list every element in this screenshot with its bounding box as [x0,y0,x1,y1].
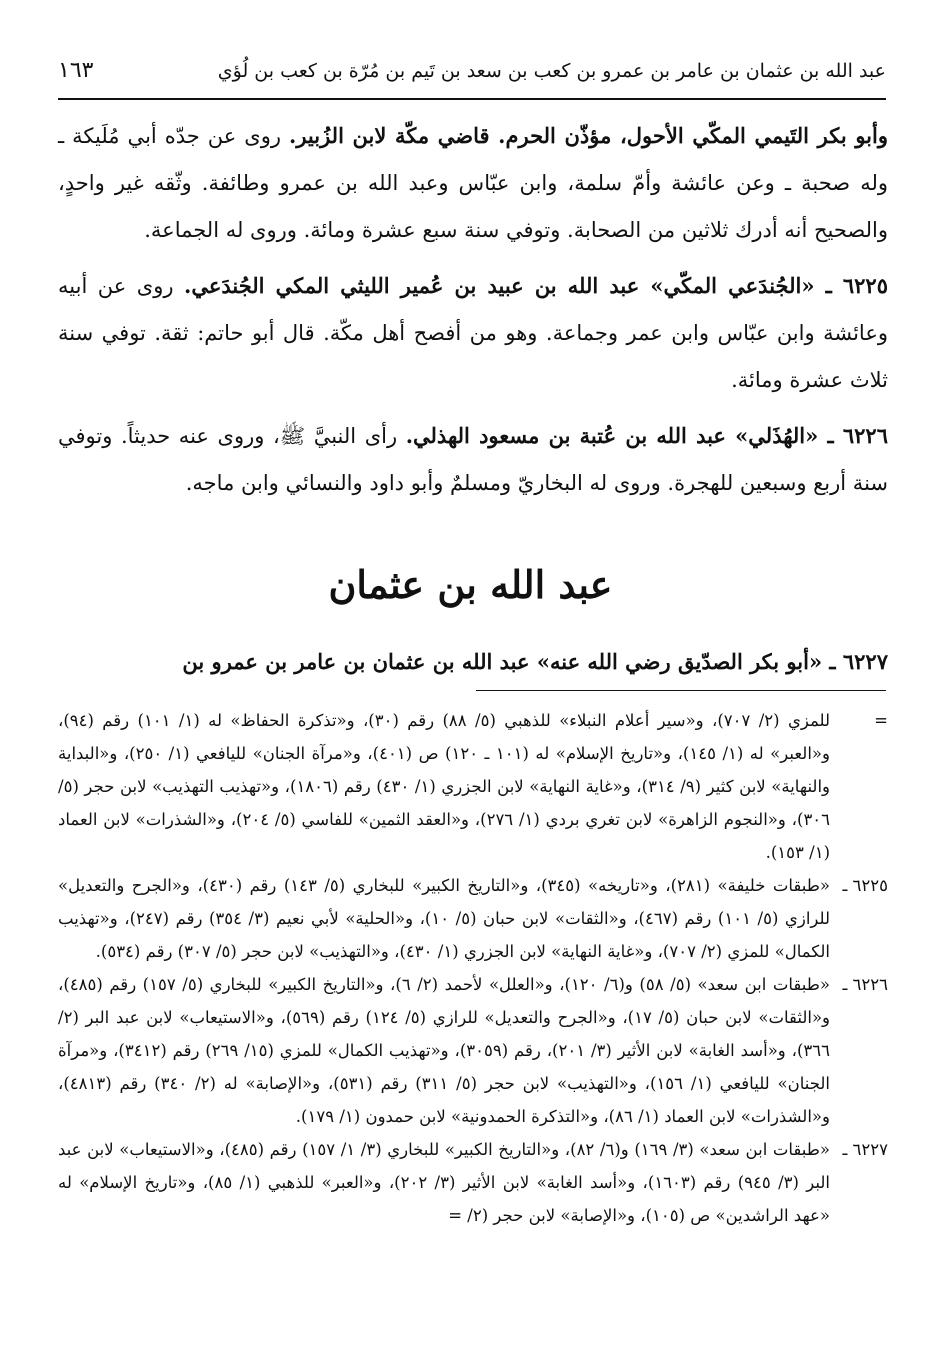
section-title: عبد الله بن عثمان [328,562,613,607]
entry-6225 [58,262,888,404]
footnote-item [58,704,888,869]
footnote-text: للمزي (٢/ ٧٠٧)، و«سير أعلام النبلاء» للذهبي (٥/ ٨٨) رقم (٣٠)، و«تذكرة الحفاظ» له (١/ ١٠١) رقم (٩٤)، و«العبر» له (١/ ١٤٥)، و«تاريخ الإسلام» له (١٠١ ـ ١٢٠) ص (٤٠١)، و«مرآة الجنان» لليافعي (١/ ٢٥٠)، و«البداية والنهاية» لابن كثير (٩/ ٣١٤)، و«غاية النهاية» لابن الجزري (١/ ٤٣٠) رقم (١٨٠٦)، و«تهذيب التهذيب» لابن حجر (٥/ ٣٠٦)، و«النجوم الزاهرة» لابن تغري بردي (١/ ٢٧٦)، و«العقد الثمين» للفاسي (٥/ ٢٠٤)، و«الشذرات» لابن العماد (١/ ١٥٣). [58,711,831,862]
footnote-item [58,1133,888,1232]
entry-6226 [58,412,888,507]
entry-body: روى عن أبيه وعائشة وابن عبّاس وابن عمر وجماعة. وهو من أفصح أهل مكّة. قال أبو حاتم: ثقة. توفي سنة ثلاث عشرة ومائة. [58,274,888,392]
header-rule [58,98,886,100]
entry-6227-heading: ٦٢٢٧ ـ «أبو بكر الصدّيق رضي الله عنه» عبد الله بن عثمان بن عامر بن عمرو بن [182,649,888,674]
entry-heading: ٦٢٢٥ ـ «الجُندَعي المكّي» عبد الله بن عبيد بن عُمير الليثي المكي الجُندَعي. [184,273,888,298]
running-title: عبد الله بن عثمان بن عامر بن عمرو بن كعب بن سعد بن تَيم بن مُرّة بن كعب بن لُؤي [217,60,886,82]
footnote-label: = [874,711,888,730]
footnote-text: «طبقات خليفة» (٢٨١)، و«تاريخه» (٣٤٥)، و«التاريخ الكبير» للبخاري (٥/ ١٤٣) رقم (٤٣٠)، و«الجرح والتعديل» للرازي (٥/ ١٠١) رقم (٤٦٧)، و«الثقات» لابن حبان (٥/ ١٠)، و«الحلية» لأبي نعيم (٣/ ٣٥٤) رقم (٢٤٧)، و«تهذيب الكمال» للمزي (٢/ ٧٠٧)، و«غاية النهاية» لابن الجزري (١/ ٤٣٠)، و«التهذيب» لابن حجر (٥/ ٣٠٧) رقم (٥٣٤). [58,876,830,961]
page-header [58,56,886,100]
entry-heading: ٦٢٢٦ ـ «الهُذَلي» عبد الله بن عُتبة بن مسعود الهذلي. [405,423,888,448]
footnote-label: ٦٢٢٧ ـ [842,1140,888,1159]
entry-body: رأى النبيَّ ﷺ، وروى عنه حديثاً. وتوفي سنة أربع وسبعين للهجرة. وروى له البخاريّ ومسلمٌ وأبو داود والنسائي وابن ماجه. [58,424,888,495]
footnote-item [58,869,888,968]
page-number: ١٦٣ [58,58,94,83]
footnote-label: ٦٢٢٥ ـ [842,876,888,895]
footnote-item [58,968,888,1133]
footnote-separator [476,690,886,691]
paragraph-lead: وأبو بكر التَيمي المكّي الأحول، مؤذّن الحرم. قاضي مكّة لابن الزُبير. [289,123,888,148]
footnotes [58,704,888,1232]
footnote-label: ٦٢٢٦ ـ [842,975,888,994]
paragraph-continuation [58,112,888,254]
main-text [58,112,888,507]
paragraph-body: روى عن جدّه أبي مُلَيكة ـ وله صحبة ـ وعن عائشة وأمّ سلمة، وابن عبّاس وعبد الله بن عمرو وطائفة. وثّقه غير واحدٍ، والصحيح أنه أدرك ثلاثين من الصحابة. وتوفي سنة سبع عشرة ومائة. وروى له الجماعة. [58,124,888,242]
footnote-text: «طبقات ابن سعد» (٥/ ٥٨) و(٦/ ١٢٠)، و«العلل» لأحمد (٢/ ٦)، و«التاريخ الكبير» للبخاري (٥/ ١٥٧) رقم (٤٨٥)، و«الثقات» لابن حبان (٥/ ١٧)، و«الجرح والتعديل» للرازي (٥/ ١٢٤) رقم (٥٦٩)، و«الاستيعاب» لابن عبد البر (٢/ ٣٦٦)، و«أسد الغابة» لابن الأثير (٣/ ٢٠١)، رقم (٣٠٥٩)، و«تهذيب الكمال» للمزي (١٥/ ٢٦٩) رقم (٣٤١٢)، و«مرآة الجنان» لليافعي (١/ ١٥٦)، و«التهذيب» لابن حجر (٥/ ٣١١) رقم (٥٣١)، و«الإصابة» له (٢/ ٣٤٠) رقم (٤٨١٣)، و«الشذرات» لابن العماد (١/ ٨٦)، و«التذكرة الحمدونية» لابن حمدون (١/ ١٧٩). [58,975,831,1126]
footnote-text: «طبقات ابن سعد» (٣/ ١٦٩) و(٦/ ٨٢)، و«التاريخ الكبير» للبخاري (٣/ ١/ ١٥٧) رقم (٤٨٥)، و«الاستيعاب» لابن عبد البر (٣/ ٩٤٥) رقم (١٦٠٣)، و«أسد الغابة» لابن الأثير (٣/ ٢٠٢)، و«العبر» للذهبي (١/ ٨٥)، و«تاريخ الإسلام» له «عهد الراشدين» ص (١٠٥)، و«الإصابة» لابن حجر (٢/ = [58,1140,830,1225]
